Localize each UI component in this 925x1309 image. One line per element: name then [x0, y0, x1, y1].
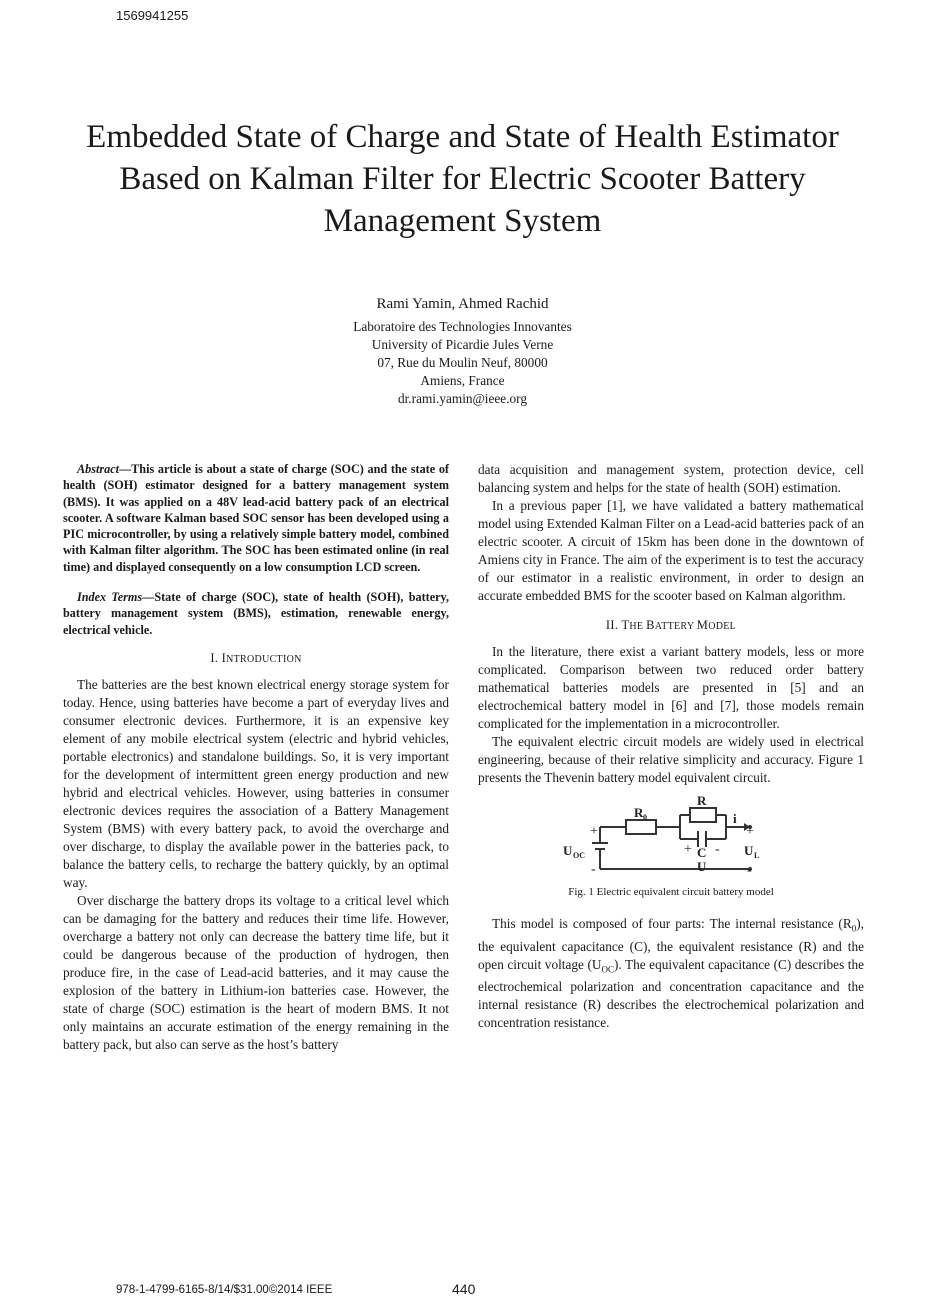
model-paragraph-3: This model is composed of four parts: The internal resistance $(R_0)$, the equivalent capacitance (C), the equivalent resistance (R) and the open circuit voltage $(U_{OC})$. The equivalent capacitance (C) describes the electrochemical polarization and concentration capacitance and the internal resistance (R) describes the electrochemical polarization and concentration resistance. [478, 916, 865, 1031]
resistor-r0 [626, 820, 656, 834]
label-ul: U [744, 843, 754, 858]
label-uoc-sub: OC [573, 851, 585, 860]
abstract-text: This article is about a state of charge (SOC) and the state of health (SOH) estimator designed for a battery management system (BMS). It was applied on a 48V lead-acid battery pack of an electrical scooter. A software Kalman based SOC sensor has been developed using a PIC microcontroller, by using a relatively simple battery model, combined with Kalman filter algorithm. The SOC has been estimated online (in real time) and displayed consequently on a low consumption LCD screen. [63, 462, 449, 574]
right-column [478, 461, 864, 1032]
circuit-figure [478, 793, 864, 881]
abstract-label: Abstract [77, 462, 119, 476]
label-plus-output: + [746, 824, 754, 839]
author-email: dr.rami.yamin@ieee.org [397, 391, 528, 406]
page-number: 440 [452, 1281, 476, 1297]
section-heading-battery-model: II. THE BATTERY MODEL [605, 618, 737, 632]
label-r0-sub: 0 [643, 813, 647, 822]
intro-paragraph-1: The batteries are the best known electrical energy storage system for today. Hence, using batteries have become a part of everyday lives and consumer electronic devices. Furthermore, it is an expensive key element of any mobile electrical system (electric and hybrid vehicles, portable electronics) and standalone buildings. So, it is very important for the development of intermittent green energy production and new hybrid and electrical vehicles. However, using batteries in consumer electronic devices requires the association of a Battery Management System (BMS) with every battery pack, to avoid the overcharge and over discharge, to display the available power in the batteries pack, to balance the battery cells, to recharge the battery quickly, by an optimal way. [63, 676, 449, 890]
label-i: i [733, 811, 737, 826]
index-terms: Index Terms—State of charge (SOC), state of health (SOH), battery, battery management system (BMS), estimation, renewable energy, electrical vehicle. [63, 590, 449, 637]
index-terms-label: Index Terms [77, 590, 143, 605]
paper-title: Embedded State of Charge and State of Health Estimator Based on Kalman Filter for Electric Scooter Battery Management System [86, 119, 839, 239]
affiliation [200, 318, 725, 408]
label-u: U [697, 859, 707, 874]
label-minus-output: - [747, 863, 752, 878]
label-r0: R [634, 805, 644, 820]
label-minus-battery: - [591, 862, 596, 877]
left-column [63, 461, 449, 1054]
resistor-r [690, 808, 716, 822]
footer-isbn: 978-1-4799-6165-8/14/$31.00©2014 IEEE [116, 1284, 333, 1296]
label-c: C [697, 845, 707, 860]
section-heading-introduction: I. INTRODUCTION [210, 650, 302, 665]
index-terms-text: State of charge (SOC), state of health (SOH), battery, battery management system (BMS), estimation, renewable energy, electrical vehicle. [63, 590, 449, 637]
label-uoc: U [563, 843, 573, 858]
figure-caption: Fig. 1 Electric equivalent circuit battery model [568, 886, 774, 898]
affiliation-city: Amiens, France [420, 373, 505, 388]
label-ul-sub: L [754, 851, 760, 860]
authors: Rami Yamin, Ahmed Rachid [376, 296, 549, 312]
label-plus-cap: + [684, 842, 692, 857]
intro-paragraph-4: In a previous paper [1], we have validated a battery mathematical model using Extended Kalman Filter on a Lead-acid batteries pack of an electric scooter. A circuit of 15km has been done in the downtown of Amiens city in France. The aim of the experiment is to test the accuracy of our estimator in a realistic environment, in order to design an accurate embedded BMS for the scooter based on Kalman algorithm. [478, 498, 864, 603]
model-paragraph-1: In the literature, there exist a variant battery models, less or more complicated. Comparison between two reduced order battery mathematical batteries models are presented in [5] and an electrochemical battery model in [6] and [7], those models remain complicated for the implementation in a microcontroller. [478, 644, 864, 731]
intro-paragraph-3: data acquisition and management system, protection device, cell balancing system and helps for the state of health (SOH) estimation. [478, 462, 864, 495]
abstract: Abstract—This article is about a state of charge (SOC) and the state of health (SOH) estimator designed for a battery management system (BMS). It was applied on a 48V lead-acid battery pack of an electrical scooter. A software Kalman based SOC sensor has been developed using a PIC microcontroller, by using a relatively simple battery model, combined with Kalman filter algorithm. The SOC has been estimated online (in real time) and displayed consequently on a low consumption LCD screen. [63, 462, 449, 574]
circuit-diagram [478, 793, 864, 881]
label-r: R [697, 793, 707, 808]
label-plus-battery: + [590, 824, 598, 839]
model-paragraph-2: The equivalent electric circuit models are widely used in electrical engineering, because of their relative simplicity and accuracy. Figure 1 presents the Thevenin battery model equivalent circuit. [478, 734, 864, 785]
intro-paragraph-2: Over discharge the battery drops its voltage to a critical level which can be damaging for the battery and reduces their time life. However, overcharge a battery not only can decrease the battery time life, but it could be dangerous because of the production of hydrogen, then produce fire, in the case of Lead-acid batteries, and it may cause the explosion of the battery in Lithium-ion batteries case. However, the state of charge (SOC) estimation is the heart of modern BMS. It not only maintains an accurate estimation of the energy remaining in the battery pack, but also can serve as the host’s battery [63, 892, 449, 1052]
label-minus-cap: - [715, 842, 720, 857]
affiliation-lab: Laboratoire des Technologies Innovantes [353, 319, 572, 334]
affiliation-street: 07, Rue du Moulin Neuf, 80000 [377, 355, 548, 370]
paper-id: 1569941255 [116, 8, 189, 23]
affiliation-university: University of Picardie Jules Verne [371, 337, 554, 352]
